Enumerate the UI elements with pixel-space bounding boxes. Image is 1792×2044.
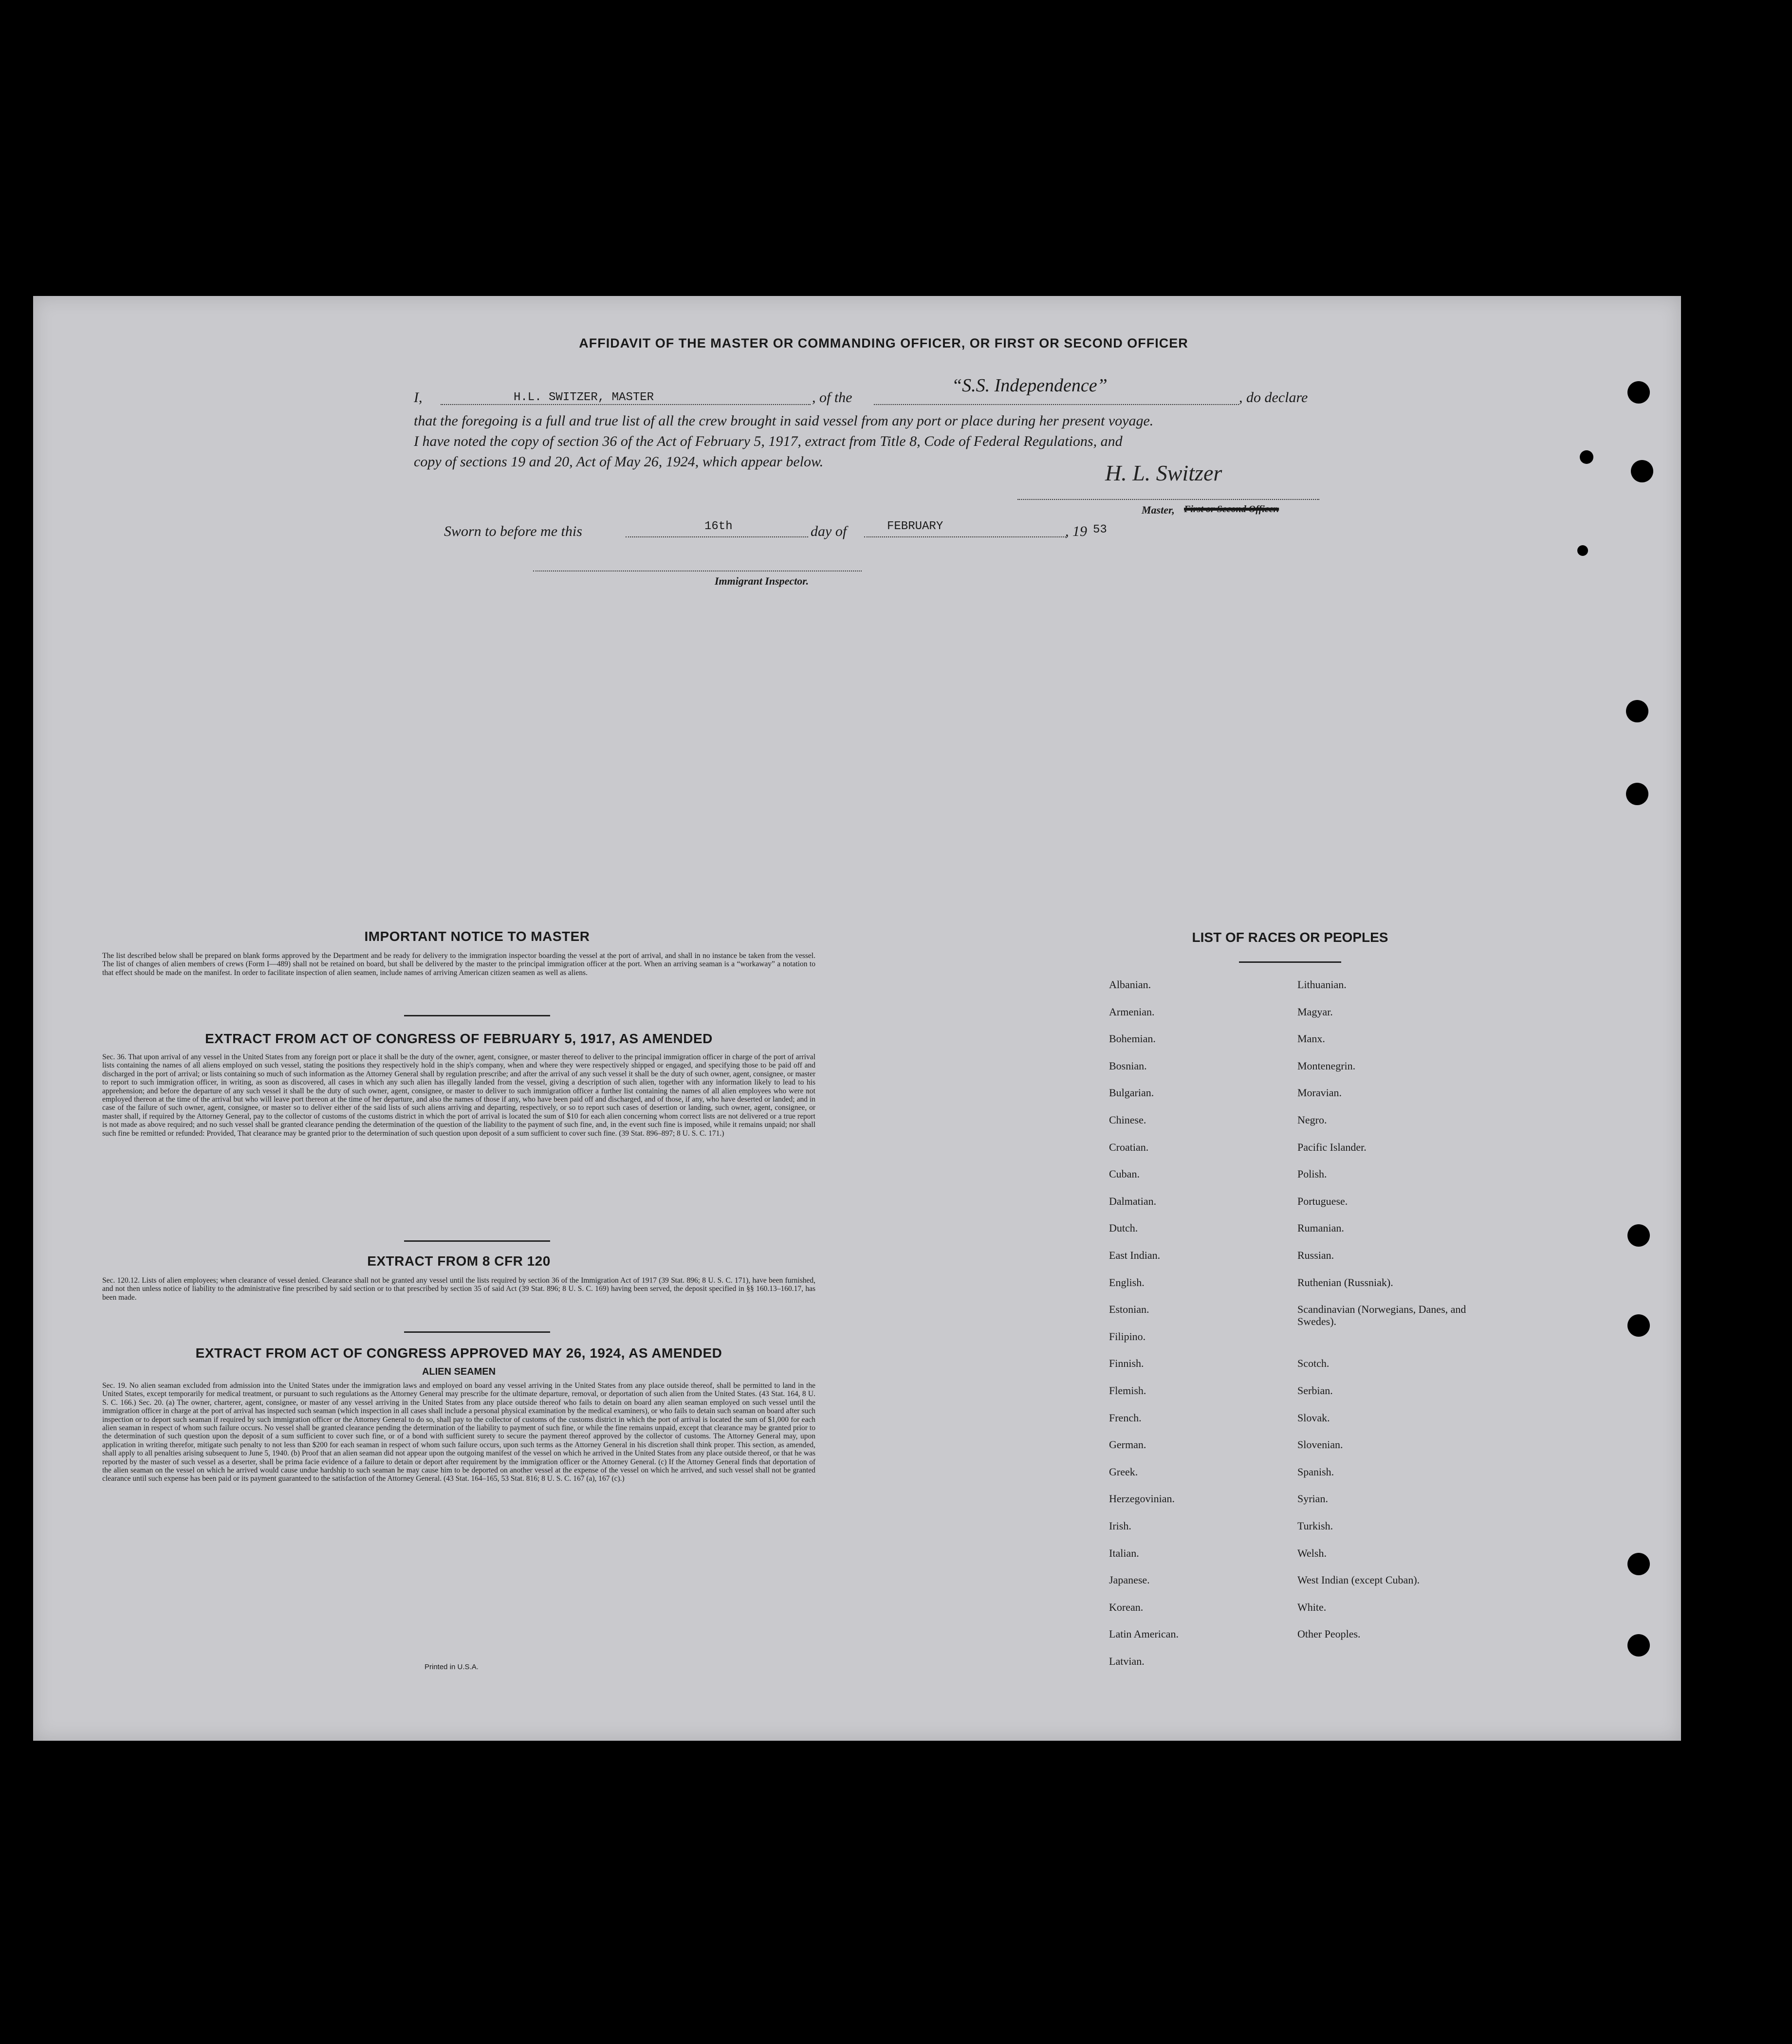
race-item: Chinese. bbox=[1109, 1114, 1146, 1126]
race-item: Slovak. bbox=[1297, 1411, 1330, 1424]
race-item: Syrian. bbox=[1297, 1492, 1328, 1505]
binder-hole bbox=[1627, 381, 1650, 404]
races-title: LIST OF RACES OR PEOPLES bbox=[1192, 930, 1388, 945]
race-item: Estonian. bbox=[1109, 1303, 1149, 1316]
race-item: Rumanian. bbox=[1297, 1222, 1344, 1234]
affidavit-line-2: that the foregoing is a full and true list of all the crew brought in said vessel from any port or place during her present voyage. bbox=[414, 413, 1154, 429]
race-item: Negro. bbox=[1297, 1114, 1327, 1126]
binder-hole bbox=[1577, 545, 1588, 556]
month-line bbox=[864, 536, 1066, 537]
notice-title: IMPORTANT NOTICE TO MASTER bbox=[364, 929, 590, 944]
race-item: Scandinavian (Norwegians, Danes, and Swedes). bbox=[1297, 1303, 1466, 1328]
race-item: Greek. bbox=[1109, 1465, 1138, 1478]
race-item: Bohemian. bbox=[1109, 1032, 1156, 1045]
master-signature: H. L. Switzer bbox=[1105, 460, 1222, 485]
divider bbox=[404, 1015, 550, 1016]
race-item: Latvian. bbox=[1109, 1655, 1145, 1667]
binder-hole bbox=[1580, 450, 1593, 464]
binder-hole bbox=[1627, 1553, 1650, 1575]
race-item: Montenegrin. bbox=[1297, 1059, 1356, 1072]
extract-1924-title: EXTRACT FROM ACT OF CONGRESS APPROVED MAY 26, 1924, AS AMENDED bbox=[195, 1345, 722, 1361]
race-item: Moravian. bbox=[1297, 1086, 1342, 1099]
binder-hole bbox=[1626, 700, 1648, 722]
affidavit-line-4: copy of sections 19 and 20, Act of May 26, 1924, which appear below. bbox=[414, 454, 824, 470]
sworn-year: 53 bbox=[1093, 523, 1107, 536]
race-item: Manx. bbox=[1297, 1032, 1325, 1045]
race-item: Bulgarian. bbox=[1109, 1086, 1154, 1099]
race-item: Finnish. bbox=[1109, 1357, 1144, 1370]
divider bbox=[404, 1331, 550, 1333]
printed-in-usa: Printed in U.S.A. bbox=[425, 1663, 479, 1671]
extract-1917-title: EXTRACT FROM ACT OF CONGRESS OF FEBRUARY 5, 1917, AS AMENDED bbox=[205, 1031, 713, 1046]
extract-cfr-body: Sec. 120.12. Lists of alien employees; when clearance of vessel denied. Clearance shall not be granted any vessel until the lists required by section 36 of the Immigration Act of 1917 (39 Stat. 896; 8 U. S. C. 171), have been furnished, and not then unless notice of liability to the administrative fine prescribed by said section or to that prescribed by section 35 of said Act (39 Stat. 896; 8 U. S. C. 169) having been served, the deposit specified in §§ 160.13–160.17, has been made. bbox=[102, 1276, 815, 1302]
sworn-text: Sworn to before me this bbox=[444, 523, 582, 539]
alien-seamen-subtitle: ALIEN SEAMEN bbox=[422, 1366, 496, 1377]
struck-officer-label: First or Second Officer. bbox=[1184, 504, 1279, 515]
do-declare-text: , do declare bbox=[1239, 389, 1308, 405]
affidavit-prefix: I, bbox=[414, 389, 423, 405]
extract-cfr-title: EXTRACT FROM 8 CFR 120 bbox=[367, 1253, 551, 1269]
race-item: Albanian. bbox=[1109, 978, 1151, 991]
divider bbox=[404, 1240, 550, 1242]
vessel-name: “S.S. Independence” bbox=[952, 375, 1108, 396]
master-label: Master, bbox=[1142, 504, 1175, 516]
race-item: Cuban. bbox=[1109, 1168, 1140, 1180]
extract-1917-body: Sec. 36. That upon arrival of any vessel in the United States from any foreign port or place it shall be the duty of the owner, agent, consignee, or master thereof to deliver to the principal immigration officer in charge of the port of arrival lists containing the names of all aliens employed on such vessel, stating the positions they respectively hold in the ship's company, when and where they were respectively shipped or engaged, and specifying those to be paid off and discharged in the port of arrival; or lists containing so much of such information as the Attorney General shall by regulation prescribe; and after the arrival of any such vessel it shall be the duty of such owner, agent, consignee, or master to report to such immigration officer, in writing, as soon as discovered, all cases in which any such alien has illegally landed from the vessel, giving a description of such alien, together with any information likely to lead to his apprehension; and before the departure of any such vessel it shall be the duty of such owner, agent, consignee, or master to deliver to such immigration officer a further list containing the names of all alien employees who were not employed thereon at the time of the arrival but who will leave port thereon at the time of her departure, and also the names of those if any, who have been paid off and discharged, and of those, if any, who have deserted or landed; and in case of the failure of such owner, agent, consignee, or master so to deliver either of the said lists of such aliens arriving and departing, respectively, or so to report such cases of desertion or landing, such owner, agent, consignee, or master shall, if required by the Attorney General, pay to the collector of customs of the customs district in which the port of arrival is located the sum of $10 for each alien concerning whom correct lists are not delivered or a true report is not made as above required; and no such vessel shall be granted clearance pending the determination of the question of the liability to the payment of such fine, and, in the event such fine is imposed, while it remains unpaid; nor shall such fine be remitted or refunded: Provided, That clearance may be granted prior to the determination of such question upon deposit of a sum sufficient to cover such fine. (39 Stat. 896–897; 8 U. S. C. 171.) bbox=[102, 1053, 815, 1138]
race-item: Welsh. bbox=[1297, 1547, 1327, 1559]
race-item: Croatian. bbox=[1109, 1141, 1149, 1153]
race-item: German. bbox=[1109, 1438, 1146, 1451]
race-item: Ruthenian (Russniak). bbox=[1297, 1276, 1393, 1289]
binder-hole bbox=[1626, 783, 1648, 805]
binder-hole bbox=[1627, 1634, 1650, 1657]
race-item: East Indian. bbox=[1109, 1249, 1161, 1261]
race-item: Korean. bbox=[1109, 1601, 1144, 1613]
binder-hole bbox=[1631, 460, 1653, 482]
race-item: Spanish. bbox=[1297, 1465, 1334, 1478]
race-item: Dutch. bbox=[1109, 1222, 1138, 1234]
race-item: Dalmatian. bbox=[1109, 1195, 1157, 1207]
race-item: White. bbox=[1297, 1601, 1327, 1613]
race-item: Lithuanian. bbox=[1297, 978, 1347, 991]
race-item: West Indian (except Cuban). bbox=[1297, 1574, 1420, 1586]
affidavit-line-3: I have noted the copy of section 36 of the Act of February 5, 1917, extract from Title 8, Code of Federal Regulations, and bbox=[414, 433, 1123, 449]
race-item: Scotch. bbox=[1297, 1357, 1330, 1370]
race-item: Filipino. bbox=[1109, 1330, 1146, 1343]
of-the-text: , of the bbox=[812, 389, 852, 405]
day-line bbox=[626, 536, 808, 537]
race-item: Magyar. bbox=[1297, 1005, 1333, 1018]
race-item: Turkish. bbox=[1297, 1520, 1333, 1532]
year-prefix: , 19 bbox=[1065, 523, 1087, 539]
binder-hole bbox=[1627, 1224, 1650, 1247]
divider bbox=[1239, 961, 1341, 963]
inspector-label: Immigrant Inspector. bbox=[715, 575, 809, 587]
race-item: Other Peoples. bbox=[1297, 1628, 1361, 1640]
race-item: Italian. bbox=[1109, 1547, 1139, 1559]
race-item: Polish. bbox=[1297, 1168, 1327, 1180]
race-item: English. bbox=[1109, 1276, 1145, 1289]
race-item: Flemish. bbox=[1109, 1384, 1146, 1397]
race-item: Herzegovinian. bbox=[1109, 1492, 1175, 1505]
signature-line bbox=[1017, 499, 1319, 500]
master-name: H.L. SWITZER, MASTER bbox=[514, 391, 654, 404]
affidavit-title: AFFIDAVIT OF THE MASTER OR COMMANDING OFFICER, OR FIRST OR SECOND OFFICER bbox=[579, 336, 1188, 350]
race-item: Serbian. bbox=[1297, 1384, 1333, 1397]
binder-hole bbox=[1627, 1314, 1650, 1337]
race-item: Pacific Islander. bbox=[1297, 1141, 1367, 1153]
extract-1924-body: Sec. 19. No alien seaman excluded from admission into the United States under the immigration laws and employed on board any vessel arriving in the United States from any place outside thereof, shall be permitted to land in the United States, except temporarily for medical treatment, or pursuant to such regulations as the Attorney General may prescribe for the ultimate departure, removal, or deportation of such alien from the United States. (43 Stat. 164, 8 U. S. C. 166.) Sec. 20. (a) The owner, charterer, agent, consignee, or master of any vessel arriving in the United States from any place outside thereof who fails to detain on board any alien seaman employed on such vessel until the immigration officer in charge at the port of arrival has inspected such seaman (which inspection in all cases shall include a personal physical examination by the medical examiners), or who fails to detain such seaman on board after such inspection or to deport such seaman if required by such immigration officer or the Attorney General to do so, shall pay to the collector of customs of the customs district in which the port of arrival is located the sum of $1,000 for each alien seaman in respect of whom such failure occurs. No vessel shall be granted clearance pending the determination of the liability to payment of such fine, or while the fine remains unpaid, except that clearance may be granted prior to the determination of such question upon the deposit of a sum sufficient to cover such fine, or of a bond with sufficient surety to secure the payment thereof approved by the collector of customs. The Attorney General may, upon application in writing therefor, mitigate such penalty to not less than $200 for each seaman in respect of whom such failure occurs, upon such terms as the Attorney General in his discretion shall think proper. This section, as amended, shall apply to all penalties arising subsequent to June 5, 1940. (b) Proof that an alien seaman did not appear upon the outgoing manifest of the vessel on which he arrived in the United States from any place outside thereof, or that he was reported by the master of such vessel as a deserter, shall be prima facie evidence of a failure to detain or deport after requirement by the immigration officer or the Attorney General. (c) If the Attorney General finds that deportation of the alien seaman on the vessel on which he arrived would cause undue hardship to such seaman he may cause him to be deported on another vessel at the expense of the vessel on which he arrived, and such vessel shall not be granted clearance until such expense has been paid or its payment guaranteed to the satisfaction of the Attorney General. (43 Stat. 164–165, 53 Stat. 816; 8 U. S. C. 167 (a), 167 (c).) bbox=[102, 1381, 815, 1483]
race-item: Portuguese. bbox=[1297, 1195, 1348, 1207]
sworn-day: 16th bbox=[704, 520, 733, 533]
race-item: Slovenian. bbox=[1297, 1438, 1343, 1451]
race-item: Bosnian. bbox=[1109, 1059, 1147, 1072]
day-of-text: day of bbox=[811, 523, 847, 539]
name-line bbox=[441, 404, 811, 405]
race-item: French. bbox=[1109, 1411, 1142, 1424]
notice-body: The list described below shall be prepared on blank forms approved by the Department and be ready for delivery to the immigration inspector boarding the vessel at the port of arrival, and shall in no instance be taken from the vessel. The list of changes of alien members of crews (Form I—489) shall not be retained on board, but shall be delivered by the master to the principal immigration officer at the port. When an arriving seaman is a “workaway” a notation to that effect should be made on the manifest. In order to facilitate inspection of alien seamen, include names of arriving American citizen seamen as well as aliens. bbox=[102, 952, 815, 977]
sworn-month: FEBRUARY bbox=[887, 520, 943, 533]
race-item: Japanese. bbox=[1109, 1574, 1150, 1586]
race-item: Armenian. bbox=[1109, 1005, 1155, 1018]
race-item: Latin American. bbox=[1109, 1628, 1179, 1640]
race-item: Russian. bbox=[1297, 1249, 1334, 1261]
vessel-line bbox=[874, 404, 1239, 405]
race-item: Irish. bbox=[1109, 1520, 1131, 1532]
